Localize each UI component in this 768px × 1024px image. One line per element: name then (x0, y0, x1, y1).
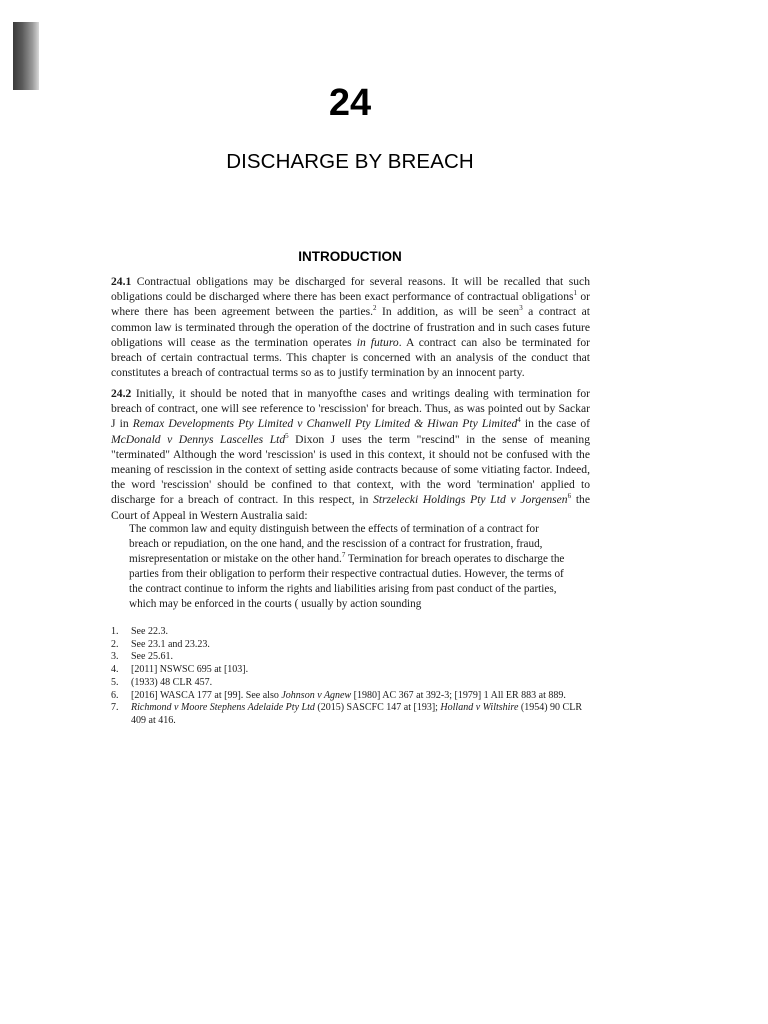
page-edge-bar (13, 22, 39, 90)
footnote (111, 664, 591, 677)
footnote-number: 3. (111, 651, 119, 663)
paragraph-text: in the case of (520, 417, 590, 431)
latin-term: in futuro (356, 335, 399, 349)
footnote (111, 626, 591, 639)
paragraph-text: a contract at common law is terminated through the operation of the doctrine of frustration and in such cases future obligations will cease as the termination operates (111, 305, 590, 349)
footnote-text (131, 690, 591, 703)
footnote-text: [2011] NSWSC 695 at [103]. (131, 664, 249, 676)
footnote (111, 677, 591, 690)
footnote-citation: [2016] WASCA 177 at [99]. See also (131, 689, 282, 701)
chapter-number: 24 (328, 82, 372, 124)
footnote-ref: 1 (573, 289, 578, 298)
paragraph-24-1 (111, 274, 590, 380)
quote-text: The common law and equity distinguish between the effects of termination of a contract for breach or repudiation, on the one hand, and the rescission of a contract for frustration, fraud, misrepresentation or mistake on the other hand. (129, 523, 543, 565)
footnote-number: 5. (111, 676, 119, 688)
paragraph-24-2 (111, 386, 590, 523)
footnote-citation: (1954) 90 CLR 409 at 416. (131, 702, 582, 726)
case-name: Johnson v Agnew (281, 689, 352, 701)
footnote-text: See 23.1 and 23.23. (131, 638, 210, 650)
footnote-number: 6. (111, 689, 119, 701)
footnote-text: See 22.3. (131, 626, 168, 637)
footnote-text: See 25.61. (131, 651, 173, 663)
paragraph-text: In addition, as will be seen (376, 305, 520, 319)
footnote-ref: 6 (567, 492, 572, 501)
footnote-citation: [1980] AC 367 at 392-3; [1979] 1 All ER 883 at 889. (351, 689, 566, 701)
paragraph-number: 24.1 (111, 275, 132, 288)
footnote (111, 651, 591, 664)
footnote (111, 702, 591, 727)
paragraph-text: or where there has been agreement between the parties. (111, 290, 591, 319)
footnote (111, 690, 591, 703)
footnotes (111, 626, 591, 728)
paragraph-text: the Court of Appeal in Western Australia said: (111, 493, 590, 522)
footnote-ref: 3 (519, 304, 523, 313)
case-name: McDonald v Dennys Lascelles Ltd (111, 432, 286, 446)
case-name: Richmond v Moore Stephens Adelaide Pty Ltd (131, 702, 315, 714)
quote-text: Termination for breach operates to discharge the parties from their obligation to perform their respective contractual duties. However, the terms of the contract continue to inform the rights and liabilities arising from past conduct of the parties, which may be enforced in the courts ( usually by action sounding (129, 553, 565, 610)
paragraph-text: Dixon J uses the term "rescind" in the sense of meaning "terminated" Although the word 'rescission' is used in this context, it should not be confused with the meaning of rescission in the context of setting aside contracts because of some vitiating factor. Indeed, the word 'rescission' should be confined to that context, with the word 'termination' applied to discharge for a breach of contract. In this respect, in (111, 432, 590, 507)
footnote-number: 2. (111, 638, 119, 650)
footnote-ref: 2 (373, 304, 377, 313)
footnote-ref: 7 (341, 551, 346, 559)
footnote-number: 7. (111, 702, 119, 714)
block-quote (129, 522, 571, 612)
paragraph-number: 24.2 (111, 387, 132, 400)
chapter-title: DISCHARGE BY BREACH (226, 150, 474, 173)
paragraph-text: . A contract can also be terminated for breach of certain contractual terms. This chapter is concerned with an analysis of the conduct that constitutes a breach of contractual terms so as to justify termination by an innocent party. (111, 335, 590, 380)
footnote (111, 639, 591, 652)
footnote-ref: 5 (285, 431, 289, 440)
footnote-number: 1. (111, 626, 119, 637)
paragraph-text: Initially, it should be noted that in manyofthe cases and writings dealing with termination for breach of contract, one will see reference to 'rescission' for breach. Thus, as was pointed out by Sackar J in (111, 387, 590, 431)
footnote-number: 4. (111, 664, 119, 676)
footnote-ref: 4 (517, 416, 521, 425)
case-name: Strzelecki Holdings Pty Ltd v Jorgensen (373, 493, 568, 507)
footnote-text: (1933) 48 CLR 457. (131, 676, 213, 688)
case-name: Remax Developments Pty Limited v Chanwell Pty Limited & Hiwan Pty Limited (132, 417, 518, 431)
footnote-text (131, 702, 591, 727)
paragraph-text: Contractual obligations may be discharged for several reasons. It will be recalled that such obligations could be discharged where there has been exact performance of contractual obligations (111, 275, 590, 304)
section-heading: INTRODUCTION (298, 249, 402, 264)
footnote-citation: (2015) SASCFC 147 at [193]; (314, 702, 441, 714)
case-name: Holland v Wiltshire (440, 702, 519, 714)
